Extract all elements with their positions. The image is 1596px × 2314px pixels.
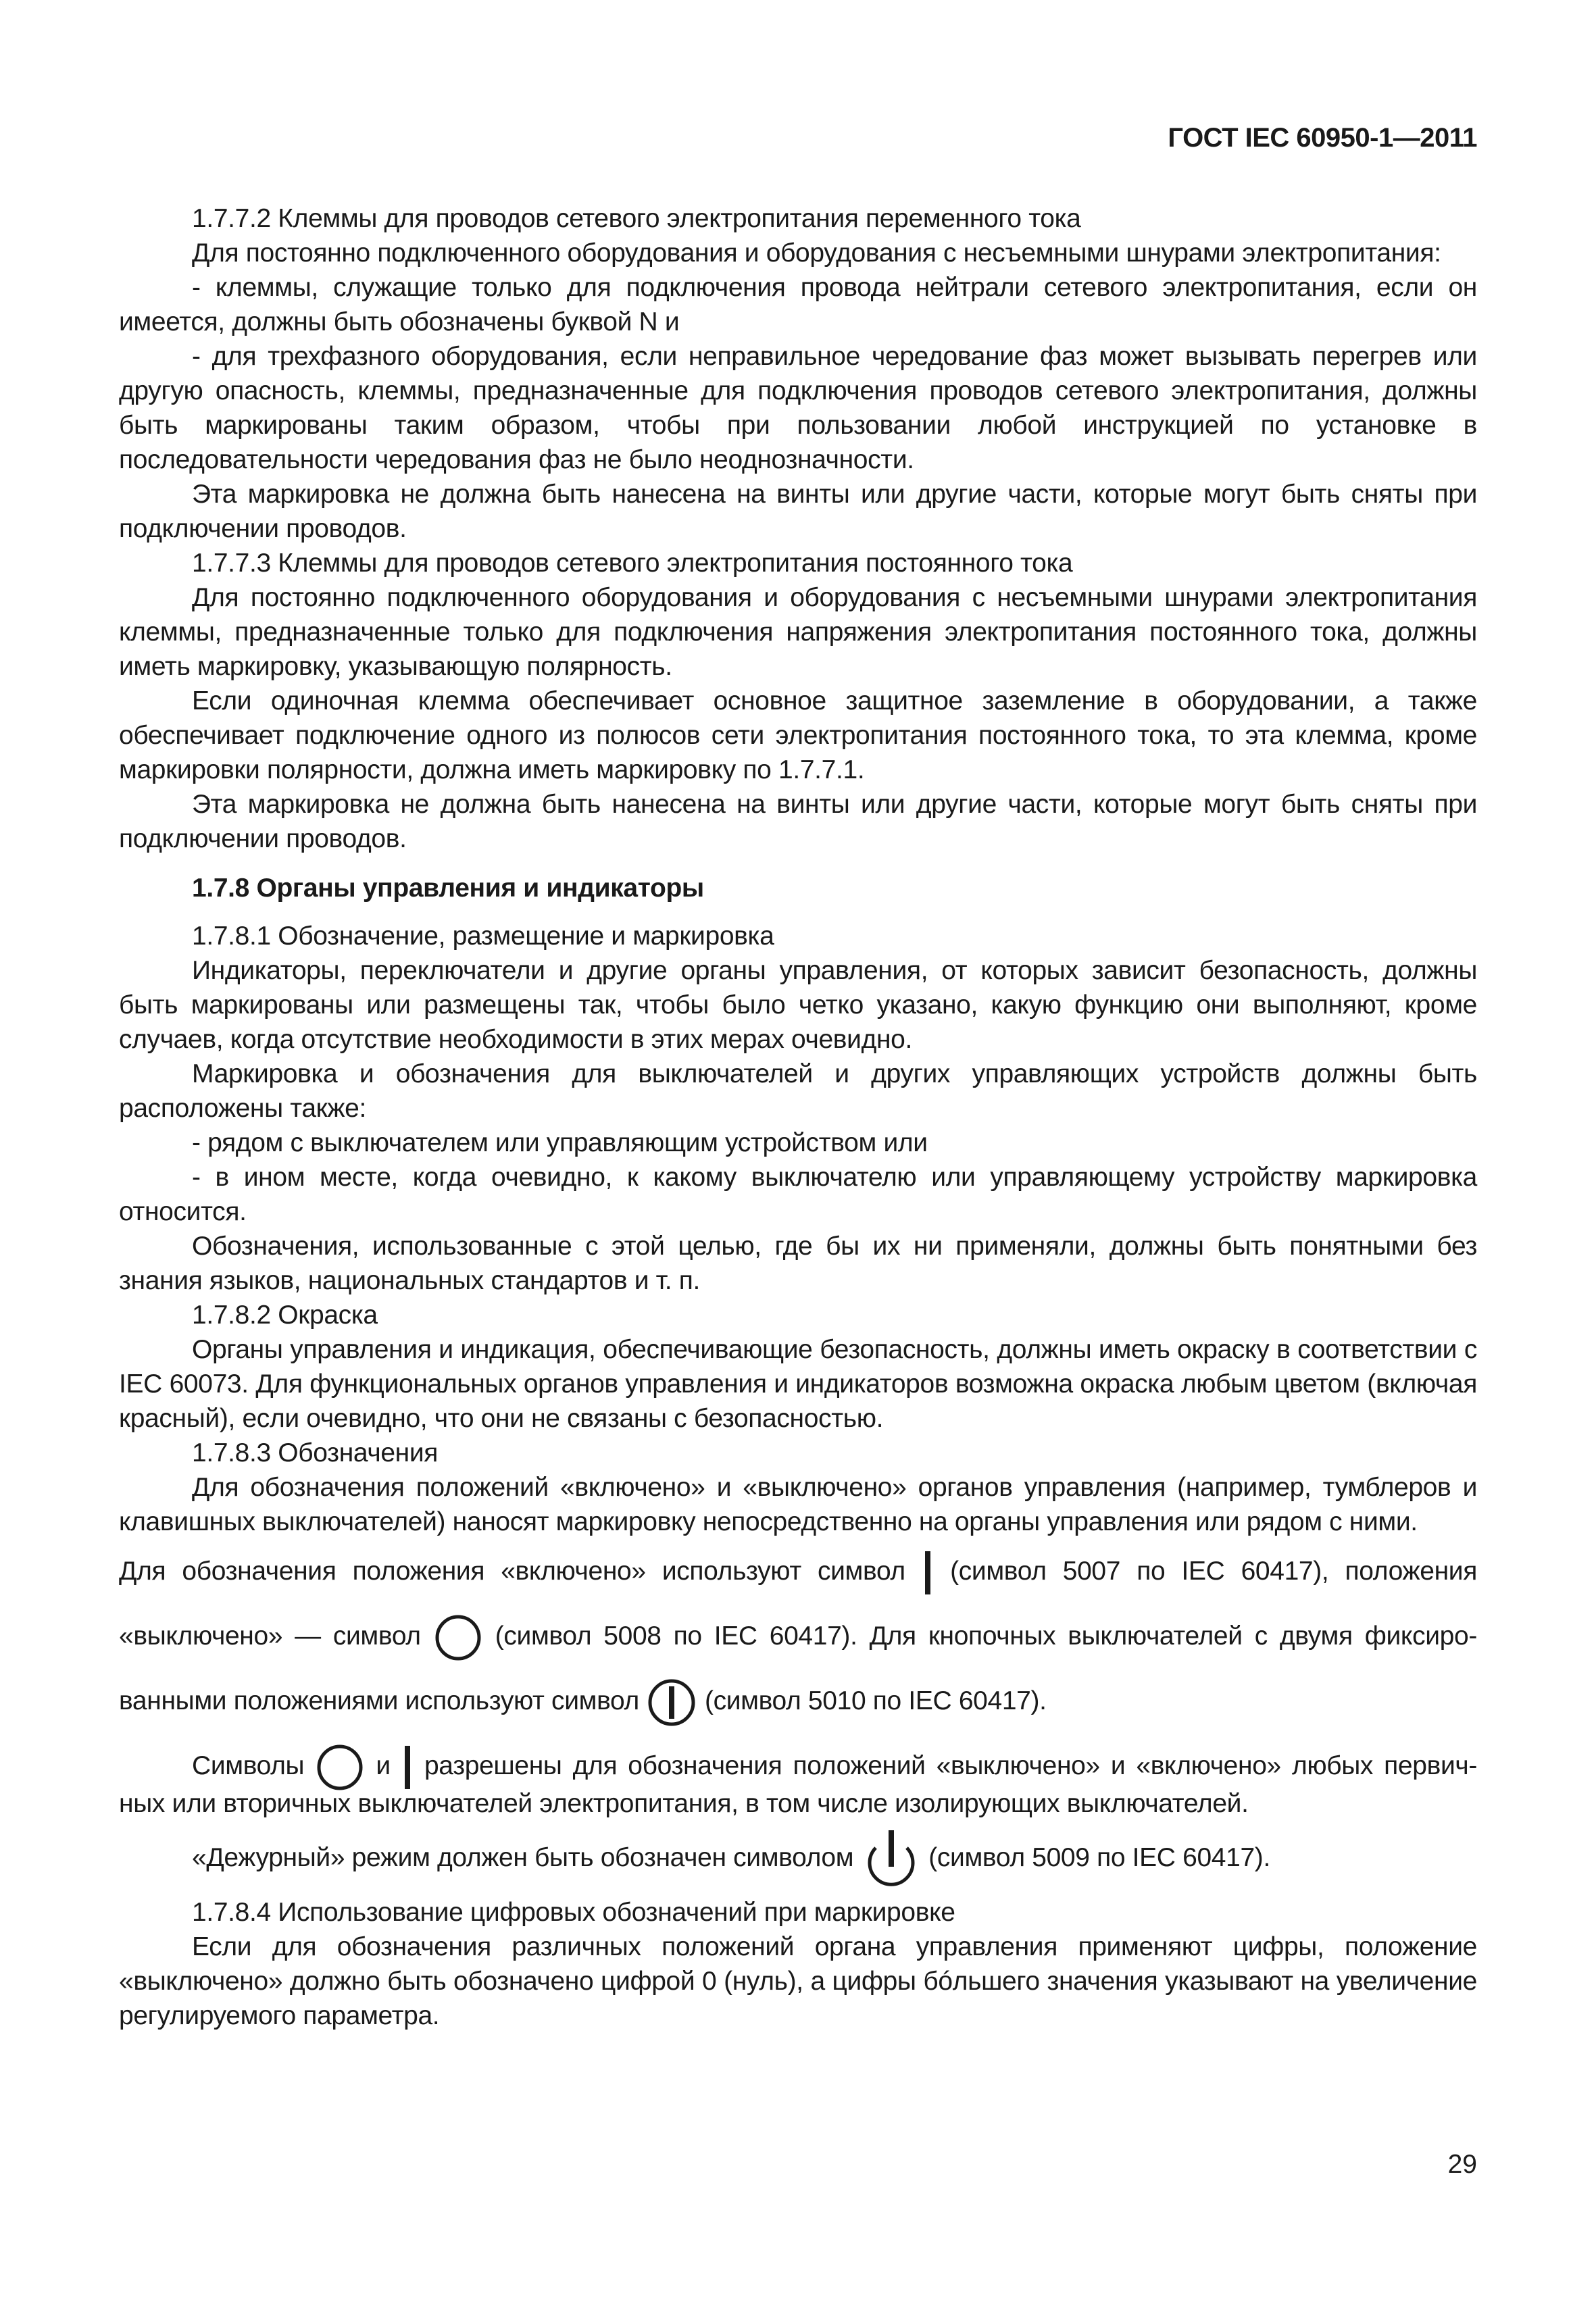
symbol-text: ванными положениями используют символ (119, 1686, 639, 1715)
paragraph: Для постоянно подключенного оборудования и оборудования с несъемными шнурами электропитания: (192, 238, 1441, 268)
paragraph: Индикаторы, переключатели и другие органы управления, от которых зависит безопасность, должны быть маркированы или размещены так, чтобы было четко указано, какую функцию они выполняют, кроме случаев, когда отсутствие необходимости в этих мерах очевидно. (119, 956, 1477, 1054)
symbol-text: и (376, 1751, 391, 1780)
paragraph: Органы управления и индикация, обеспечивающие безопасность, должны иметь окраску в соответствии с IEC 60073. Для функциональных органов управления и индикаторов возможна окраска любым цветом (включая красный), если очевидно, что они не связаны с безопасностью. (119, 1335, 1477, 1433)
list-item: - в ином месте, когда очевидно, к какому выключателю или управляющему устройству маркировка относится. (119, 1163, 1477, 1226)
paragraph: Если одиночная клемма обеспечивает основное защитное заземление в оборудовании, а также обеспечивает подключение одного из полюсов сети электропитания постоянного тока, то эта клемма, кроме маркировки полярности, должна иметь маркировку по 1.7.7.1. (119, 686, 1477, 784)
symbol-text: Для обозначения положения «включено» используют символ (119, 1557, 905, 1586)
push-push-icon (647, 1677, 696, 1728)
subclause-title: 1.7.7.3 Клеммы для проводов сетевого электропитания постоянного тока (192, 549, 1073, 578)
page-content (119, 201, 1477, 2033)
power-on-line-icon (923, 1551, 932, 1594)
list-item: - рядом с выключателем или управляющим устройством или (192, 1128, 928, 1157)
symbol-paragraph-line (119, 1604, 1477, 1669)
symbol-text: Символы (192, 1751, 305, 1780)
symbol-text: разрешены для обозначения положений «выключено» и «включено» любых первич- (424, 1751, 1477, 1780)
symbol-paragraph-line (119, 1539, 1477, 1604)
power-on-line-icon (403, 1746, 412, 1789)
paragraph: Если для обозначения различных положений органа управления применяют цифры, положение «выключено» должно быть обозначено цифрой 0 (нуль), а цифры бóльшего значения указывают на увеличение регулируемого параметра. (119, 1932, 1477, 2030)
section-heading: 1.7.8 Органы управления и индикаторы (192, 874, 704, 903)
paragraph: Для постоянно подключенного оборудования и оборудования с несъемными шнурами электропитания клеммы, предназначенные только для подключения напряжения электропитания постоянного тока, должны иметь маркировку, указывающую полярность. (119, 583, 1477, 681)
paragraph: Обозначения, использованные с этой целью, где бы их ни применяли, должны быть понятными без знания языков, национальных стандартов и т. п. (119, 1232, 1477, 1295)
power-off-circle-icon (434, 1614, 482, 1661)
subclause-title: 1.7.8.4 Использование цифровых обозначений при маркировке (192, 1898, 955, 1927)
paragraph: ных или вторичных выключателей электропитания, в том числе изолирующих выключателей. (119, 1789, 1249, 1818)
list-item: - для трехфазного оборудования, если неправильное чередование фаз может вызывать перегрев или другую опасность, клеммы, предназначенные для подключения проводов сетевого электропитания, должны быть маркированы таким образом, чтобы при пользовании любой инструкцией по установке в последовательности чередования фаз не было неоднозначности. (119, 342, 1477, 474)
paragraph: Эта маркировка не должна быть нанесена на винты или другие части, которые могут быть сняты при подключении проводов. (119, 790, 1477, 853)
subclause-title: 1.7.8.3 Обозначения (192, 1438, 439, 1467)
symbol-paragraph-line (119, 1669, 1477, 1734)
standby-icon (862, 1829, 920, 1890)
symbol-paragraph-line (119, 1821, 1477, 1895)
list-item: - клеммы, служащие только для подключения провода нейтрали сетевого электропитания, если он имеется, должны быть обозначены буквой N и (119, 273, 1477, 336)
paragraph: Эта маркировка не должна быть нанесена на винты или другие части, которые могут быть сняты при подключении проводов. (119, 480, 1477, 543)
subclause-title: 1.7.8.2 Окраска (192, 1301, 378, 1330)
symbol-text: (символ 5010 по IEC 60417). (704, 1686, 1047, 1715)
standard-header: ГОСТ IEC 60950-1—2011 (1168, 123, 1477, 153)
page-number: 29 (1447, 2150, 1477, 2179)
symbol-text: «выключено» — символ (119, 1621, 421, 1651)
subclause-title: 1.7.7.2 Клеммы для проводов сетевого электропитания переменного тока (192, 204, 1081, 233)
symbol-text: (символ 5008 по IEC 60417). Для кнопочных выключателей с двумя фиксиро- (495, 1621, 1477, 1651)
power-off-circle-icon (316, 1744, 364, 1791)
paragraph: Маркировка и обозначения для выключателей и других управляющих устройств должны быть расположены также: (119, 1059, 1477, 1123)
symbol-text: «Дежурный» режим должен быть обозначен символом (192, 1843, 854, 1872)
paragraph: Для обозначения положений «включено» и «выключено» органов управления (например, тумблеров и клавишных выключателей) наносят маркировку непосредственно на органы управления или рядом с ними. (119, 1473, 1477, 1536)
symbol-text: (символ 5009 по IEC 60417). (928, 1843, 1270, 1872)
subclause-title: 1.7.8.1 Обозначение, размещение и маркировка (192, 922, 774, 951)
symbol-text: (символ 5007 по IEC 60417), положения (950, 1557, 1477, 1586)
